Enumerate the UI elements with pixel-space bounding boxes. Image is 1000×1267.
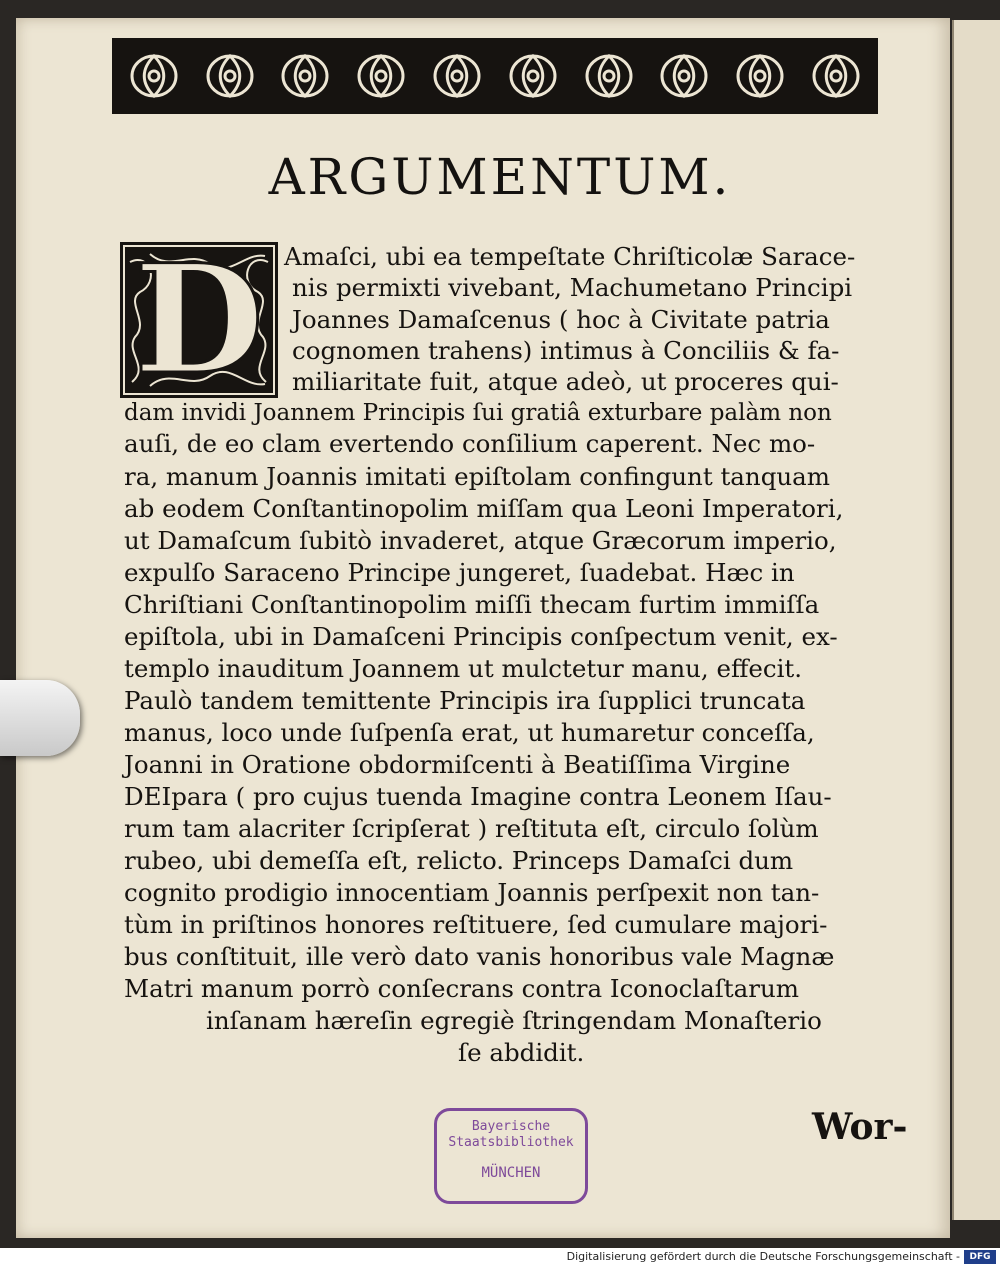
ornament-icon <box>197 47 263 105</box>
text-line: inſanam hæreſin egregiè ſtringendam Monaſterio <box>206 1006 822 1035</box>
text-line: ab eodem Conſtantinopolim miſſam qua Leoni Imperatori, <box>124 494 844 523</box>
text-line: rum tam alacriter ſcripſerat ) reſtituta eſt, circulo ſolùm <box>124 814 819 843</box>
text-line: dam invidi Joannem Principis ſui gratiâ exturbare palàm non <box>124 400 832 426</box>
text-line: cognito prodigio innocentiam Joannis perſpexit non tan- <box>124 878 820 907</box>
ornament-icon <box>500 47 566 105</box>
text-line: ra, manum Joannis imitati epiſtolam confingunt tanquam <box>124 462 830 491</box>
drop-cap-letter: D <box>133 232 265 408</box>
catchword: Wor- <box>812 1106 908 1148</box>
ornament-icon <box>348 47 414 105</box>
page-title: ARGUMENTUM. <box>268 148 732 206</box>
text-line: templo inauditum Joannem ut mulctetur manu, effecit. <box>124 654 803 683</box>
ornament-icon <box>651 47 717 105</box>
ornament-icon <box>121 47 187 105</box>
text-line: miliaritate fuit, atque adeò, ut proceres qui- <box>292 367 839 396</box>
stamp-line: Bayerische <box>471 1119 551 1134</box>
ornament-icon <box>803 47 869 105</box>
text-line: Joanni in Oratione obdormiſcenti à Beatiſſima Virgine <box>124 750 791 779</box>
text-line: expulſo Saraceno Principe jungeret, ſuadebat. Hæc in <box>124 558 795 587</box>
text-line: rubeo, ubi demeſſa eſt, relicto. Princeps Damaſci dum <box>124 846 794 875</box>
library-stamp <box>434 1108 588 1204</box>
funding-notice: Digitalisierung gefördert durch die Deutsche Forschungsgemeinschaft - <box>566 1250 960 1263</box>
text-line: Paulò tandem temittente Principis ira ſupplici truncata <box>124 686 806 715</box>
ornament-icon <box>727 47 793 105</box>
text-line: DEIpara ( pro cujus tuenda Imagine contra Leonem Iſau- <box>124 782 832 811</box>
text-line: Matri manum porrò conſecrans contra Iconoclaſtarum <box>124 974 799 1003</box>
text-line: ut Damaſcum ſubitò invaderet, atque Græcorum imperio, <box>124 526 837 555</box>
text-line: Joannes Damaſcenus ( hoc à Civitate patria <box>292 305 830 334</box>
text-line: auſi, de eo clam evertendo conſilium caperent. Nec mo- <box>124 429 816 458</box>
ornament-icon <box>424 47 490 105</box>
stamp-city: MÜNCHEN <box>481 1165 541 1181</box>
text-line: tùm in priſtinos honores reſtituere, ſed cumulare majori- <box>124 910 828 939</box>
dfg-logo-icon: DFG <box>964 1250 996 1264</box>
ornamental-headpiece <box>112 38 878 114</box>
text-line: manus, loco unde ſuſpenſa erat, ut humaretur conceſſa, <box>124 718 815 747</box>
text-line: Amaſci, ubi ea tempeſtate Chriſticolæ Sarace- <box>284 242 856 271</box>
footer-bar <box>0 1248 1000 1267</box>
text-line: bus conſtituit, ille verò dato vanis honoribus vale Magnæ <box>124 942 835 971</box>
text-line: ſe abdidit. <box>458 1038 585 1067</box>
text-line: nis permixti vivebant, Machumetano Principi <box>292 273 853 302</box>
ornament-icon <box>576 47 642 105</box>
page-clip <box>0 680 80 756</box>
stamp-line: Staatsbibliothek <box>448 1135 574 1150</box>
ornament-icon <box>272 47 338 105</box>
text-line: Chriſtiani Conſtantinopolim miſſi thecam furtim immiſſa <box>124 590 820 619</box>
text-line: epiſtola, ubi in Damaſceni Principis conſpectum venit, ex- <box>124 622 838 651</box>
text-line: cognomen trahens) intimus à Conciliis & fa- <box>292 336 840 365</box>
decorated-initial <box>120 232 278 408</box>
